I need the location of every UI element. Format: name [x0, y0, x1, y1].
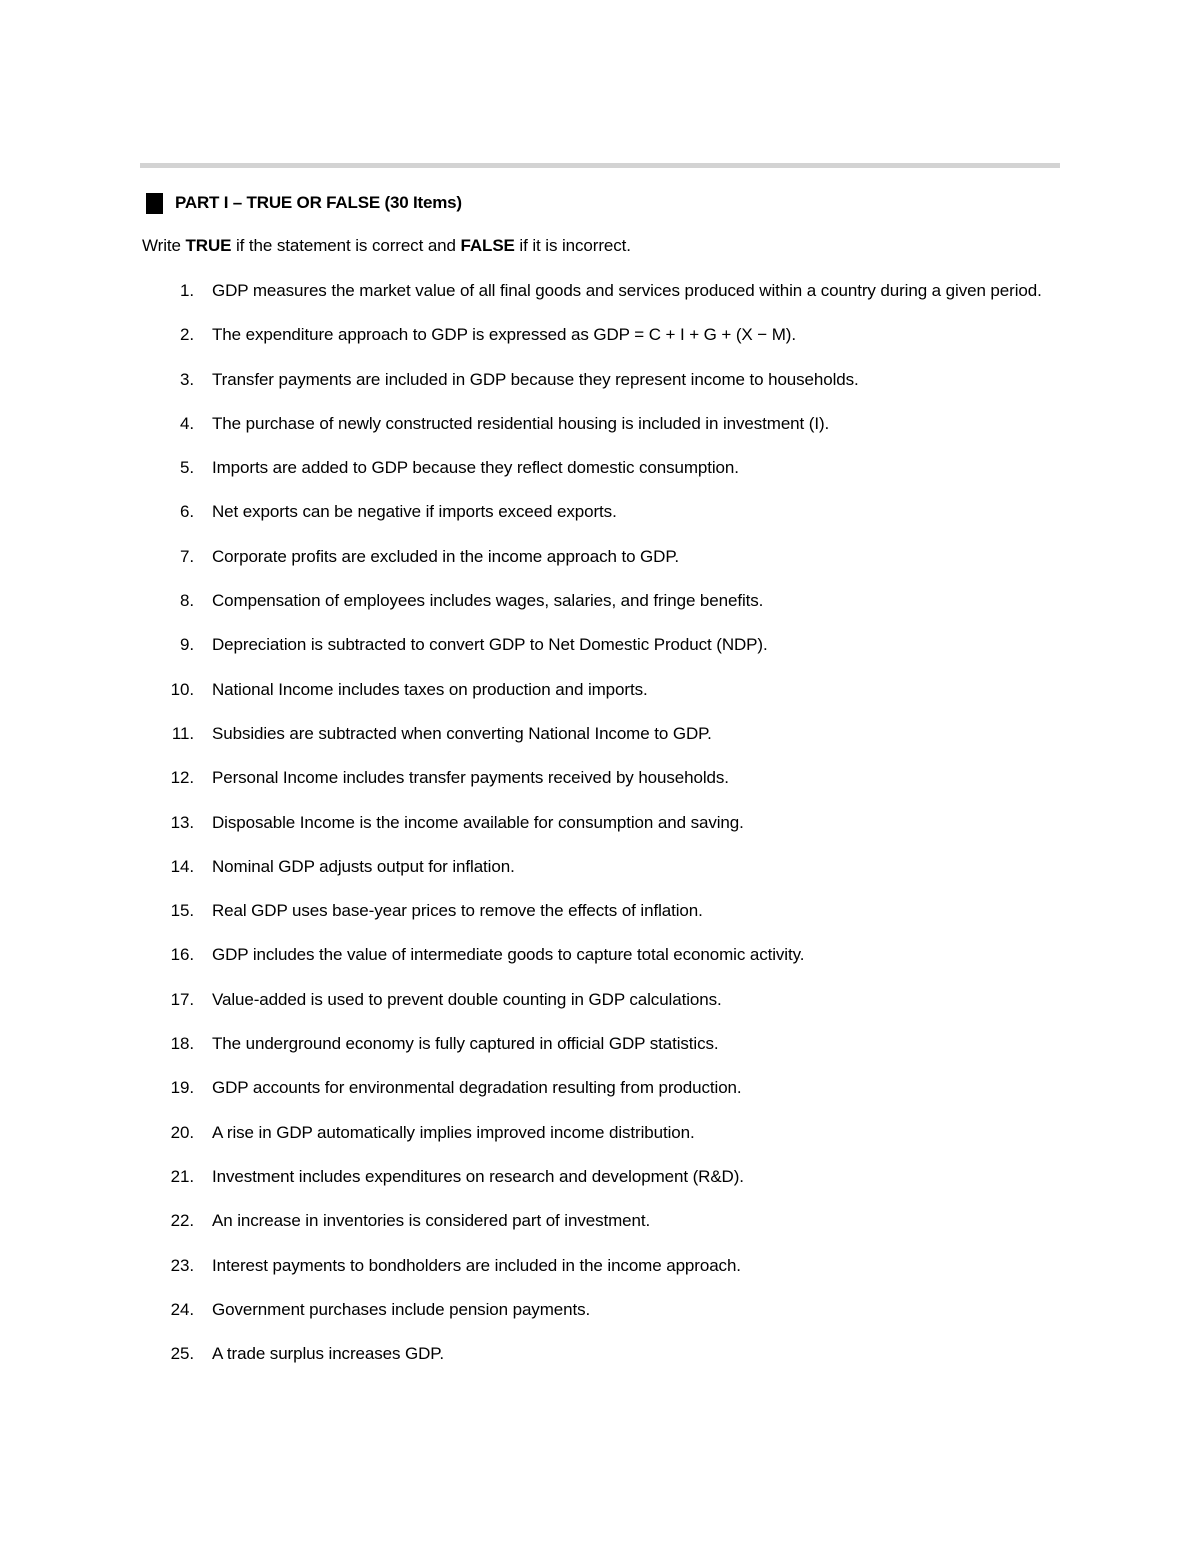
- question-item: [0, 320, 1200, 349]
- question-text: Value-added is used to prevent double counting in GDP calculations.: [212, 989, 722, 1009]
- question-number: 1.: [180, 281, 194, 300]
- question-text: GDP includes the value of intermediate goods to capture total economic activity.: [212, 945, 805, 965]
- question-number: 22.: [170, 1211, 194, 1231]
- question-item: [0, 1295, 1200, 1324]
- question-text: Corporate profits are excluded in the income approach to GDP.: [212, 546, 680, 566]
- question-item: [0, 1029, 1200, 1058]
- question-item: [0, 586, 1200, 615]
- question-number: 15.: [170, 901, 194, 921]
- question-number: 12.: [170, 768, 194, 788]
- question-number: 20.: [170, 1122, 194, 1142]
- question-text: Nominal GDP adjusts output for inflation.: [212, 856, 515, 876]
- question-list: [0, 276, 1200, 1383]
- question-text: GDP measures the market value of all final goods and services produced within a country during a given period.: [212, 281, 1042, 300]
- question-item: [0, 719, 1200, 748]
- question-item: [0, 409, 1200, 438]
- question-text: Transfer payments are included in GDP because they represent income to households.: [212, 369, 859, 389]
- question-text: The underground economy is fully captured in official GDP statistics.: [212, 1034, 719, 1054]
- question-text: Interest payments to bondholders are included in the income approach.: [212, 1255, 741, 1275]
- question-number: 19.: [170, 1078, 194, 1098]
- instructions-prefix: Write: [142, 236, 186, 255]
- question-text: A trade surplus increases GDP.: [212, 1344, 444, 1364]
- question-number: 10.: [170, 679, 194, 699]
- question-number: 16.: [170, 945, 194, 965]
- question-number: 9.: [180, 635, 194, 655]
- question-number: 3.: [180, 369, 194, 389]
- question-number: 21.: [170, 1166, 194, 1186]
- instructions: [142, 233, 631, 259]
- question-text: Personal Income includes transfer payments received by households.: [212, 768, 729, 788]
- question-text: The purchase of newly constructed residential housing is included in investment (I).: [212, 413, 830, 433]
- question-number: 14.: [170, 856, 194, 876]
- section-heading-text: PART I – TRUE OR FALSE (30 Items): [175, 193, 462, 212]
- question-item: [0, 1162, 1200, 1191]
- question-text: National Income includes taxes on production and imports.: [212, 679, 648, 699]
- question-text: Real GDP uses base-year prices to remove the effects of inflation.: [212, 901, 703, 921]
- question-text: A rise in GDP automatically implies improved income distribution.: [212, 1122, 695, 1142]
- question-item: [0, 763, 1200, 792]
- question-item: [0, 542, 1200, 571]
- question-text: GDP accounts for environmental degradation resulting from production.: [212, 1078, 742, 1098]
- question-item: [0, 852, 1200, 881]
- question-item: [0, 630, 1200, 659]
- question-text: Subsidies are subtracted when converting National Income to GDP.: [212, 723, 712, 743]
- question-item: [0, 675, 1200, 704]
- black-square-icon: [146, 193, 163, 214]
- instructions-false-word: FALSE: [460, 236, 515, 255]
- question-number: 5.: [180, 458, 194, 478]
- question-item: [0, 985, 1200, 1014]
- question-text: Imports are added to GDP because they reflect domestic consumption.: [212, 458, 739, 478]
- question-text: Disposable Income is the income available for consumption and saving.: [212, 812, 744, 832]
- question-item: [0, 1251, 1200, 1280]
- question-text: Investment includes expenditures on research and development (R&D).: [212, 1166, 744, 1186]
- question-text: The expenditure approach to GDP is expressed as GDP = C + I + G + (X − M).: [212, 325, 796, 345]
- question-number: 4.: [180, 413, 194, 433]
- question-number: 18.: [170, 1034, 194, 1054]
- question-number: 13.: [170, 812, 194, 832]
- question-item: [0, 1339, 1200, 1368]
- question-number: 25.: [170, 1344, 194, 1364]
- question-item: [0, 453, 1200, 482]
- question-item: [0, 1118, 1200, 1147]
- instructions-suffix: if it is incorrect.: [514, 236, 631, 255]
- question-number: 7.: [180, 546, 194, 566]
- question-text: Net exports can be negative if imports exceed exports.: [212, 502, 617, 522]
- question-number: 6.: [180, 502, 194, 522]
- question-number: 24.: [170, 1299, 194, 1319]
- question-item: [0, 276, 1200, 305]
- section-divider: [140, 163, 1060, 168]
- question-item: [0, 808, 1200, 837]
- question-number: 11.: [171, 723, 194, 743]
- question-number: 23.: [170, 1255, 194, 1275]
- section-heading: [146, 190, 462, 216]
- instructions-true-word: TRUE: [185, 236, 232, 255]
- question-text: Government purchases include pension payments.: [212, 1299, 591, 1319]
- question-item: [0, 365, 1200, 394]
- question-number: 17.: [170, 989, 194, 1009]
- question-item: [0, 940, 1200, 969]
- instructions-middle: if the statement is correct and: [231, 236, 461, 255]
- question-item: [0, 1206, 1200, 1235]
- question-item: [0, 497, 1200, 526]
- question-number: 2.: [180, 325, 194, 345]
- question-text: Depreciation is subtracted to convert GDP to Net Domestic Product (NDP).: [212, 635, 768, 655]
- question-number: 8.: [180, 591, 194, 611]
- question-item: [0, 896, 1200, 925]
- question-text: An increase in inventories is considered part of investment.: [212, 1211, 651, 1231]
- question-text: Compensation of employees includes wages, salaries, and fringe benefits.: [212, 591, 764, 611]
- question-item: [0, 1073, 1200, 1102]
